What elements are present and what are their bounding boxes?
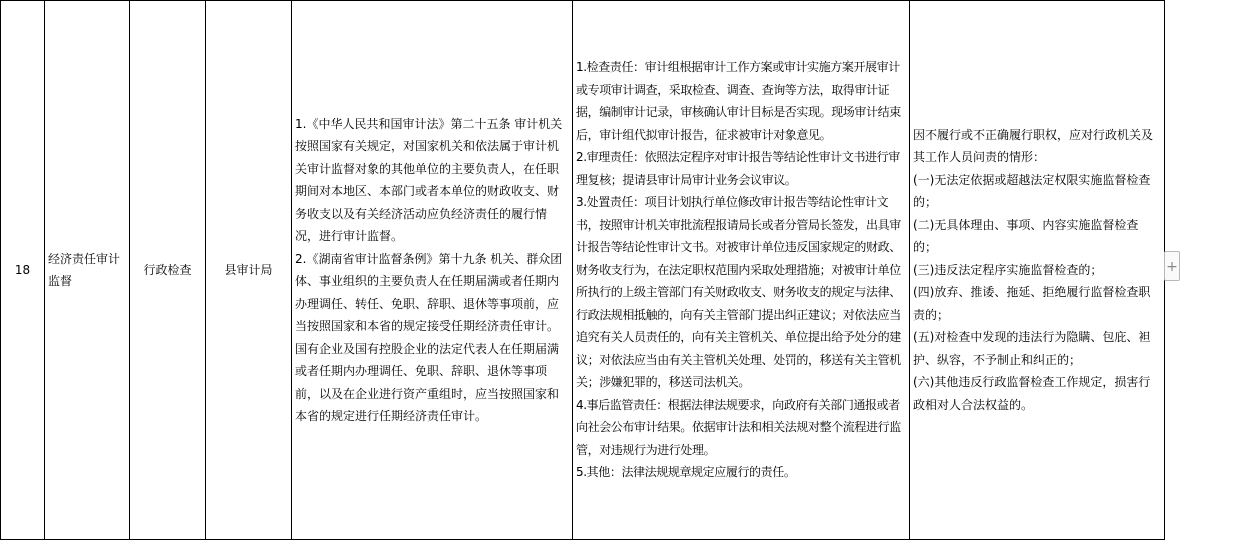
legal-basis-cell[interactable]	[292, 1, 573, 540]
plus-icon: +	[1166, 259, 1178, 275]
accountability-item: (五)对检查中发现的违法行为隐瞒、包庇、袒护、纵容，不予制止和纠正的；	[913, 330, 1151, 367]
accountability-item: (六)其他违反行政监督检查工作规定，损害行政相对人合法权益的。	[913, 375, 1151, 412]
table-row	[1, 1, 1165, 540]
legal-basis-item: 2.《湖南省审计监督条例》第十九条 机关、群众团体、事业组织的主要负责人在任期届满或者任期内办理调任、转任、免职、辞职、退休等事项前，应当按照国家和本省的规定接受任期经济责任审计。国有企业及国有控股企业的法定代表人在任期届满或者任期内办理调任、免职、辞职、退休等事项前，以及在企业进行资产重组时，应当按照国家和本省的规定进行任期经济责任审计。	[295, 251, 563, 423]
agency-cell[interactable]	[206, 1, 292, 540]
accountability-item: (四)放弃、推诿、拖延、拒绝履行监督检查职责的；	[913, 285, 1151, 322]
row-number: 18	[14, 262, 31, 277]
category-cell[interactable]	[130, 1, 206, 540]
accountability-item: (一)无法定依据或超越法定权限实施监督检查的；	[913, 172, 1151, 210]
legal-basis-item: 1.《中华人民共和国审计法》第二十五条 审计机关按照国家有关规定，对国家机关和依法属于审计机关审计监督对象的其他单位的主要负责人，在任职期间对本地区、本部门或者本单位的财政收支、财务收支以及有关经济活动应负经济责任的履行情况，进行审计监督。	[295, 116, 563, 243]
responsibility-item: 2.审理责任：依照法定程序对审计报告等结论性审计文书进行审理复核；提请县审计局审计业务会议审议。	[576, 150, 900, 187]
accountability-item: 因不履行或不正确履行职权，应对行政机关及其工作人员问责的情形：	[913, 127, 1154, 165]
category: 行政检查	[143, 262, 192, 277]
item-name: 经济责任审计监督	[48, 251, 121, 288]
item-name-cell[interactable]	[45, 1, 130, 540]
responsibility-item: 4.事后监管责任：根据法律法规要求，向政府有关部门通报或者向社会公布审计结果。依据审计法和相关法规对整个流程进行监管，对违规行为进行处理。	[576, 397, 901, 457]
row-number-cell[interactable]	[1, 1, 45, 540]
add-column-button[interactable]	[1164, 251, 1180, 281]
agency: 县审计局	[224, 262, 273, 277]
responsibility-item: 5.其他：法律法规规章规定应履行的责任。	[576, 465, 796, 480]
responsibility-item: 1.检查责任：审计组根据审计工作方案或审计实施方案开展审计或专项审计调查，采取检查、调查、查询等方法，取得审计证据，编制审计记录，审核确认审计目标是否实现。现场审计结束后，审计组代拟审计报告，征求被审计对象意见。	[576, 60, 901, 142]
accountability-item: (二)无具体理由、事项、内容实施监督检查的；	[913, 217, 1139, 255]
accountability-item: (三)违反法定程序实施监督检查的；	[913, 262, 1103, 277]
accountability-cell[interactable]	[910, 1, 1165, 540]
responsibility-item: 3.处置责任：项目计划执行单位修改审计报告等结论性审计文书，按照审计机关审批流程报请局长或者分管局长签发，出具审计报告等结论性审计文书。对被审计单位违反国家规定的财政、财务收支行为，在法定职权范围内采取处理措施；对被审计单位所执行的上级主管部门有关财政收支、财务收支的规定与法律、行政法规相抵触的，向有关主管部门提出纠正建议；对依法应当追究有关人员责任的，向有关主管机关、单位提出给予处分的建议；对依法应当由有关主管机关处理、处罚的，移送有关主管机关；涉嫌犯罪的，移送司法机关。	[576, 195, 901, 390]
responsibilities-cell[interactable]	[573, 1, 910, 540]
